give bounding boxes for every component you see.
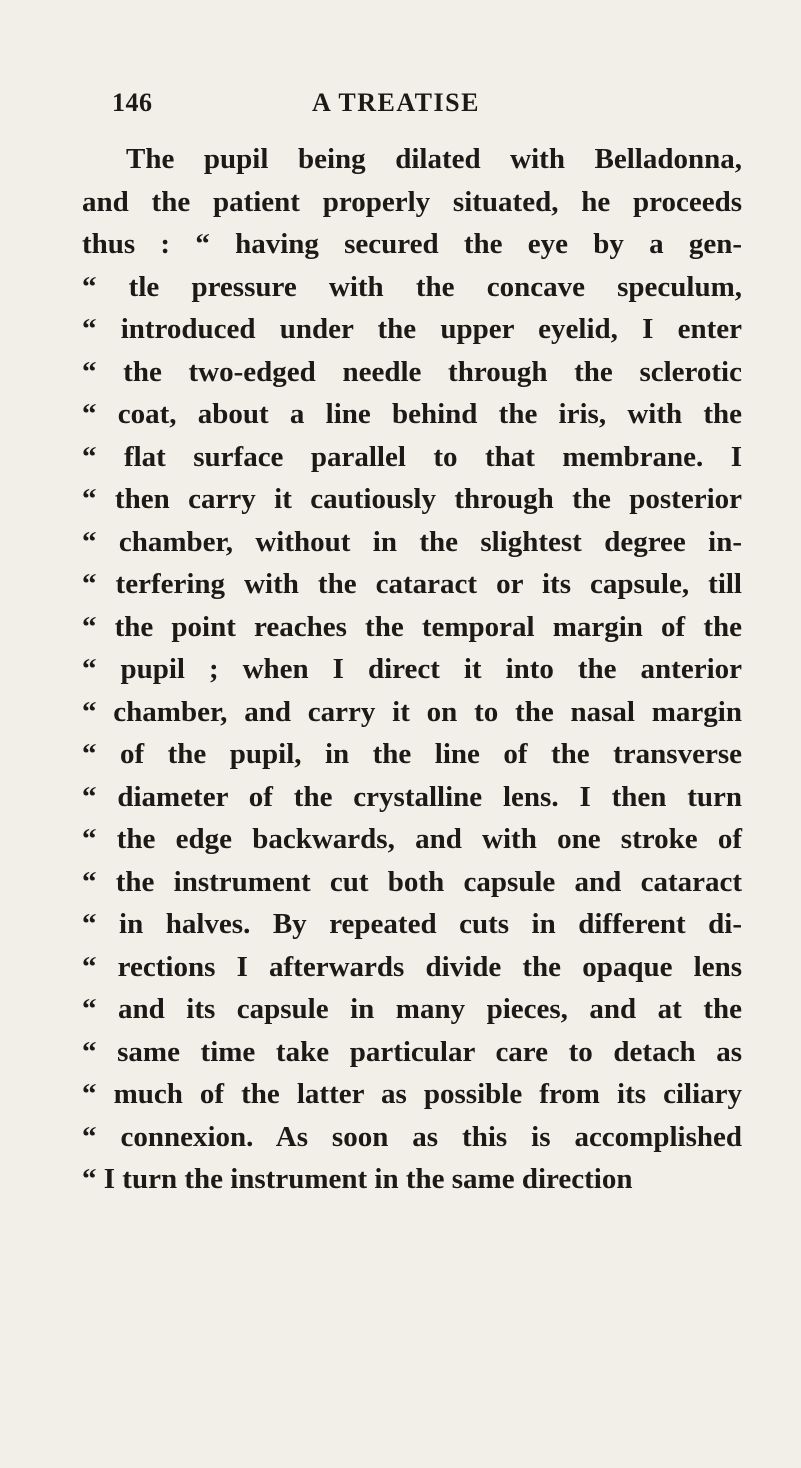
- page-number: 146: [112, 88, 153, 117]
- text-line: “ the point reaches the temporal margin of the: [82, 610, 742, 643]
- body-text: [82, 138, 742, 1201]
- text-line: The pupil being dilated with Belladonna,: [126, 143, 742, 175]
- running-head: [112, 88, 732, 128]
- text-line: “ of the pupil, in the line of the transverse: [82, 738, 742, 770]
- text-line: “ chamber, and carry it on to the nasal margin: [82, 695, 742, 728]
- text-line: and the patient properly situated, he proceeds: [82, 185, 742, 218]
- text-line: “ diameter of the crystalline lens. I then turn: [82, 780, 742, 813]
- text-line: “ terfering with the cataract or its capsule, till: [82, 568, 742, 600]
- text-line: “ much of the latter as possible from its ciliary: [82, 1078, 742, 1110]
- text-line: “ coat, about a line behind the iris, with the: [82, 398, 742, 430]
- text-line: “ connexion. As soon as this is accomplished: [82, 1120, 742, 1153]
- text-line: “ the two-edged needle through the sclerotic: [82, 355, 742, 388]
- text-line: “ then carry it cautiously through the posterior: [82, 483, 742, 515]
- text-line: “ I turn the instrument in the same direction: [82, 1163, 633, 1195]
- text-line: “ chamber, without in the slightest degree in-: [82, 525, 742, 558]
- running-title: A TREATISE: [312, 88, 480, 117]
- text-line: “ tle pressure with the concave speculum,: [82, 270, 742, 303]
- text-line: “ pupil ; when I direct it into the anterior: [82, 653, 742, 685]
- text-line: “ in halves. By repeated cuts in different di-: [82, 908, 742, 940]
- text-line: “ same time take particular care to detach as: [82, 1035, 742, 1068]
- text-line: “ the edge backwards, and with one stroke of: [82, 823, 742, 855]
- text-line: “ introduced under the upper eyelid, I enter: [82, 313, 742, 345]
- text-line: thus : “ having secured the eye by a gen-: [82, 228, 742, 260]
- text-line: “ and its capsule in many pieces, and at the: [82, 993, 742, 1025]
- text-line: “ flat surface parallel to that membrane. I: [82, 440, 742, 473]
- text-line: “ the instrument cut both capsule and cataract: [82, 865, 742, 898]
- text-line: “ rections I afterwards divide the opaque lens: [82, 950, 742, 983]
